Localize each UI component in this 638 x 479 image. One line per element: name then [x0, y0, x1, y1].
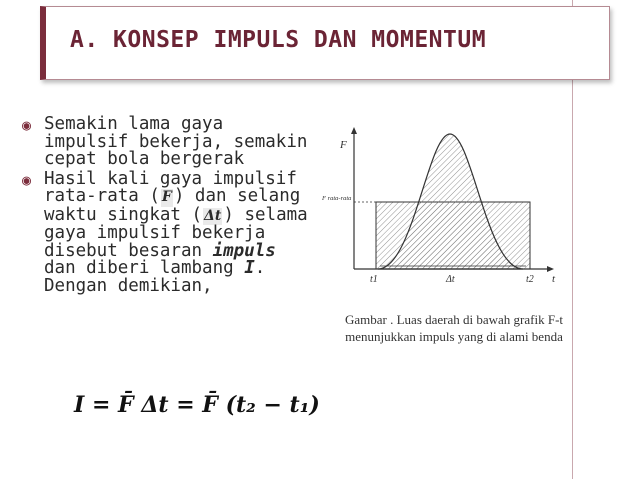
bullet-2-text-d: dan diberi lambang [44, 258, 245, 278]
slide-title: A. KONSEP IMPULS DAN MOMENTUM [70, 27, 487, 53]
title-box [40, 6, 610, 80]
bullet-item-1 [22, 116, 317, 169]
bullet-2-text-c: ) selama gaya impulsif bekerja disebut besaran [44, 204, 308, 261]
delta-t-symbol: Δt [204, 207, 222, 224]
t1-label: t1 [370, 274, 378, 284]
bullet-circle-icon: ◉ [22, 116, 32, 134]
t2-label: t2 [526, 274, 534, 284]
impuls-symbol: I [244, 258, 255, 278]
x-axis-label: t [552, 273, 556, 284]
impuls-term: impuls [212, 240, 276, 261]
avg-force-label: F rata-rata [322, 195, 352, 202]
y-axis-label: F [340, 139, 347, 151]
bullet-circle-icon: ◉ [22, 170, 32, 189]
impulse-equation: I = F̄ Δt = F̄ (t₂ − t₁) [74, 392, 320, 418]
delta-t-label: Δt [446, 274, 455, 284]
x-axis-arrow [547, 266, 554, 272]
y-axis-arrow [351, 127, 357, 134]
bullet-2-text-b: ) dan selang waktu singkat ( [44, 186, 301, 225]
bullet-1-text: Semakin lama gaya impulsif bekerja, semakin cepat bola bergerak [44, 114, 308, 169]
force-time-graph [318, 124, 568, 288]
bullet-2-text-e: . Dengan demikian, [44, 258, 266, 296]
figure-caption: Gambar . Luas daerah di bawah grafik F-t menunjukkan impuls yang di alami benda [344, 312, 564, 344]
bullet-item-2 [22, 168, 317, 296]
bullet-list [22, 116, 317, 295]
bullet-2-text-a: Hasil kali gaya impulsif rata-rata ( [44, 168, 297, 206]
avg-force-symbol: F [161, 189, 172, 205]
